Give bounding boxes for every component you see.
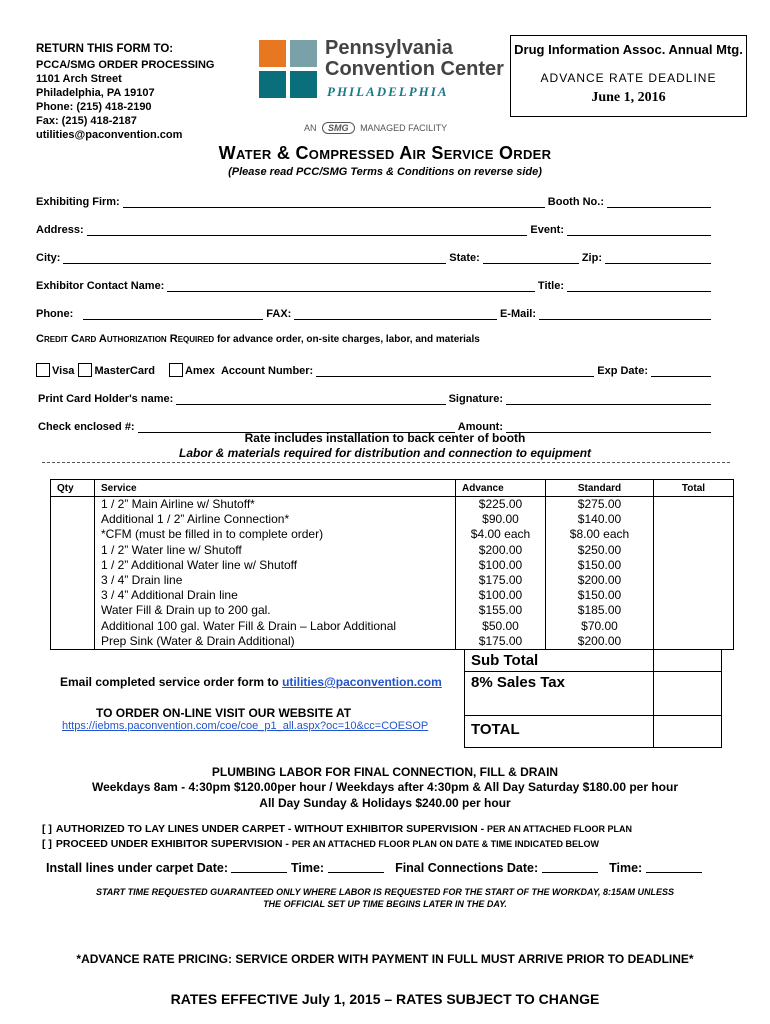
credit-heading-suffix: for advance order, on-site charges, labor, and materials <box>214 334 480 345</box>
row-phone <box>36 302 714 320</box>
table-row <box>51 634 734 650</box>
advance-cell: $4.00 each <box>456 527 546 542</box>
exhibiting-firm-label: Exhibiting Firm: <box>36 196 120 208</box>
table-row <box>51 573 734 588</box>
advance-cell: $225.00 <box>456 497 546 513</box>
row-city <box>36 246 714 264</box>
email-link[interactable]: utilities@paconvention.com <box>282 675 442 689</box>
supervision-option <box>42 838 599 850</box>
supervision-small: PER AN ATTACHED FLOOR PLAN ON DATE & TIME INDICATED BELOW <box>291 839 599 849</box>
managed-facility <box>304 122 447 134</box>
return-address <box>36 42 214 142</box>
qty-cell[interactable] <box>51 619 95 634</box>
managed-pre: AN <box>304 123 317 133</box>
visa-checkbox[interactable] <box>36 363 50 377</box>
tax-label-box <box>464 671 654 716</box>
exhibiting-firm-field[interactable] <box>123 195 545 208</box>
qty-cell[interactable] <box>51 527 95 542</box>
qty-cell[interactable] <box>51 558 95 573</box>
service-cell: Prep Sink (Water & Drain Additional) <box>95 634 456 650</box>
qty-cell[interactable] <box>51 497 95 513</box>
exp-field[interactable] <box>651 364 711 377</box>
logo-line2: Convention Center <box>325 58 504 80</box>
fax-field[interactable] <box>294 307 497 320</box>
return-email: utilities@paconvention.com <box>36 129 183 141</box>
plumbing-heading: PLUMBING LABOR FOR FINAL CONNECTION, FILL & DRAIN <box>211 765 559 779</box>
standard-cell: $140.00 <box>546 512 654 527</box>
zip-field[interactable] <box>605 251 711 264</box>
qty-cell[interactable] <box>51 512 95 527</box>
total-label: TOTAL <box>471 721 520 738</box>
fax-label: FAX: <box>266 308 292 320</box>
supervision-checkbox[interactable]: [ ] <box>42 838 52 850</box>
event-field[interactable] <box>567 223 711 236</box>
service-table <box>50 479 734 650</box>
plumbing-weekday-rates: Weekdays 8am - 4:30pm $120.00per hour / Weekdays after 4:30pm & All Day Saturday $180.00 per hour <box>91 780 679 794</box>
advance-cell: $175.00 <box>456 573 546 588</box>
advance-cell: $200.00 <box>456 543 546 558</box>
subtotal-label: Sub Total <box>471 652 539 669</box>
check-label: Check enclosed #: <box>38 421 135 433</box>
authorized-checkbox[interactable]: [ ] <box>42 823 52 835</box>
total-value-box[interactable] <box>653 715 722 748</box>
advance-pricing-note: *ADVANCE RATE PRICING: SERVICE ORDER WITH PAYMENT IN FULL MUST ARRIVE PRIOR TO DEADLINE* <box>76 952 694 966</box>
start-time-note-1: START TIME REQUESTED GUARANTEED ONLY WHERE LABOR IS REQUESTED FOR THE START OF THE WORKDAY, 8:15AM UNLESS <box>95 887 675 897</box>
final-time-field[interactable] <box>646 860 702 873</box>
table-row <box>51 543 734 558</box>
final-time-label: Time: <box>609 861 643 875</box>
standard-cell: $275.00 <box>546 497 654 513</box>
qty-cell[interactable] <box>51 634 95 650</box>
supervision-text: PROCEED UNDER EXHIBITOR SUPERVISION - <box>55 838 292 850</box>
event-label: Event: <box>530 224 564 236</box>
service-cell: 3 / 4” Drain line <box>95 573 456 588</box>
state-label: State: <box>449 252 480 264</box>
holder-field[interactable] <box>176 392 445 405</box>
total-cell[interactable] <box>654 603 734 618</box>
authorized-small: PER AN ATTACHED FLOOR PLAN <box>487 824 633 834</box>
event-name: Drug Information Assoc. Annual Mtg. <box>514 42 743 57</box>
authorized-text: AUTHORIZED TO LAY LINES UNDER CARPET - WITHOUT EXHIBITOR SUPERVISION - <box>55 823 488 835</box>
page-title: Water & Compressed Air Service Order <box>218 143 552 163</box>
city-field[interactable] <box>63 251 446 264</box>
state-field[interactable] <box>483 251 579 264</box>
table-row <box>51 512 734 527</box>
visa-label: Visa <box>52 365 75 377</box>
table-row <box>51 603 734 618</box>
credit-heading-main: Credit Card Authorization Required <box>36 333 215 345</box>
page-subtitle: (Please read PCC/SMG Terms & Conditions on reverse side) <box>228 166 542 178</box>
qty-cell[interactable] <box>51 573 95 588</box>
table-row <box>51 619 734 634</box>
qty-cell[interactable] <box>51 588 95 603</box>
logo-line1: Pennsylvania <box>325 37 453 59</box>
return-line: Philadelphia, PA 19107 <box>36 87 155 99</box>
advance-header: Advance <box>456 480 546 497</box>
advance-cell: $175.00 <box>456 634 546 650</box>
total-cell[interactable] <box>654 573 734 588</box>
divider <box>42 462 730 463</box>
service-cell: *CFM (must be filled in to complete order) <box>95 527 456 542</box>
email-label: E-Mail: <box>499 308 536 320</box>
address-label: Address: <box>36 224 84 236</box>
zip-label: Zip: <box>581 252 602 264</box>
logo-line3: PHILADELPHIA <box>327 84 449 99</box>
table-row <box>51 558 734 573</box>
total-cell[interactable] <box>654 634 734 650</box>
return-line: PCCA/SMG ORDER PROCESSING <box>36 59 215 71</box>
address-field[interactable] <box>87 223 528 236</box>
advance-cell: $100.00 <box>456 588 546 603</box>
mastercard-label: MasterCard <box>94 365 155 377</box>
standard-cell: $150.00 <box>546 588 654 603</box>
total-cell[interactable] <box>654 558 734 573</box>
return-line: Phone: (215) 418-2190 <box>36 101 152 113</box>
deadline-box <box>510 35 747 117</box>
phone-label: Phone: <box>36 308 74 320</box>
total-cell[interactable] <box>654 619 734 634</box>
rates-effective-note: RATES EFFECTIVE July 1, 2015 – RATES SUBJECT TO CHANGE <box>170 991 600 1007</box>
subtotal-value-box[interactable] <box>653 649 722 672</box>
deadline-label: ADVANCE RATE DEADLINE <box>540 71 717 85</box>
amex-checkbox[interactable] <box>169 363 183 377</box>
standard-cell: $70.00 <box>546 619 654 634</box>
standard-cell: $150.00 <box>546 558 654 573</box>
amex-label: Amex <box>184 365 215 377</box>
service-cell: Additional 1 / 2” Airline Connection* <box>95 512 456 527</box>
exp-label: Exp Date: <box>597 365 648 377</box>
account-label: Account Number: <box>220 365 314 377</box>
standard-header: Standard <box>546 480 654 497</box>
advance-cell: $155.00 <box>456 603 546 618</box>
account-field[interactable] <box>316 364 594 377</box>
table-header-row <box>51 480 734 497</box>
standard-cell: $8.00 each <box>546 527 654 542</box>
install-date-label: Install lines under carpet Date: <box>46 861 228 875</box>
service-cell: Water Fill & Drain up to 200 gal. <box>95 603 456 618</box>
total-cell[interactable] <box>654 497 734 513</box>
title-field[interactable] <box>567 279 711 292</box>
email-instruction <box>60 675 442 689</box>
pcc-logo <box>259 37 504 135</box>
standard-cell: $185.00 <box>546 603 654 618</box>
qty-cell[interactable] <box>51 603 95 618</box>
service-cell: 1 / 2” Water line w/ Shutoff <box>95 543 456 558</box>
amount-label: Amount: <box>457 421 503 433</box>
table-row <box>51 527 734 542</box>
contact-field[interactable] <box>167 279 535 292</box>
rate-note-1: Rate includes installation to back center of booth <box>244 431 526 445</box>
row-holder <box>38 387 714 405</box>
return-heading: RETURN THIS FORM TO: <box>36 43 174 55</box>
qty-cell[interactable] <box>51 543 95 558</box>
total-cell[interactable] <box>654 543 734 558</box>
pcc-logo-mark-icon <box>259 40 319 100</box>
phone-field[interactable] <box>83 307 263 320</box>
start-time-note-2: THE OFFICIAL SET UP TIME BEGINS LATER IN THE DAY. <box>263 899 507 909</box>
final-date-field[interactable] <box>542 860 598 873</box>
tax-value-box[interactable] <box>653 671 722 716</box>
total-cell[interactable] <box>654 527 734 542</box>
city-label: City: <box>36 252 61 264</box>
smg-logo: SMG <box>322 122 355 134</box>
install-time-label: Time: <box>290 861 325 875</box>
install-row <box>46 860 702 875</box>
row-contact <box>36 274 714 292</box>
return-line: 1101 Arch Street <box>36 73 122 85</box>
subtotal-label-box <box>464 649 654 672</box>
standard-cell: $200.00 <box>546 634 654 650</box>
final-date-label: Final Connections Date: <box>395 861 539 875</box>
row-firm <box>36 190 714 208</box>
total-label-box <box>464 715 654 748</box>
qty-header: Qty <box>51 480 95 497</box>
title-label: Title: <box>537 280 564 292</box>
signature-field[interactable] <box>506 392 711 405</box>
total-cell[interactable] <box>654 512 734 527</box>
service-cell: 1 / 2” Main Airline w/ Shutoff* <box>95 497 456 513</box>
return-line: Fax: (215) 418-2187 <box>36 115 137 127</box>
signature-label: Signature: <box>448 393 503 405</box>
row-address <box>36 218 714 236</box>
plumbing-holiday-rates: All Day Sunday & Holidays $240.00 per hour <box>259 796 511 810</box>
managed-post: MANAGED FACILITY <box>360 123 448 133</box>
booth-no-label: Booth No.: <box>547 196 604 208</box>
row-card <box>36 359 714 377</box>
table-row <box>51 588 734 603</box>
online-heading: TO ORDER ON-LINE VISIT OUR WEBSITE AT <box>96 706 352 720</box>
service-cell: 3 / 4” Additional Drain line <box>95 588 456 603</box>
standard-cell: $200.00 <box>546 573 654 588</box>
table-row <box>51 497 734 513</box>
service-cell: 1 / 2” Additional Water line w/ Shutoff <box>95 558 456 573</box>
advance-cell: $100.00 <box>456 558 546 573</box>
mastercard-checkbox[interactable] <box>78 363 92 377</box>
total-cell[interactable] <box>654 588 734 603</box>
authorized-option <box>42 823 632 835</box>
contact-label: Exhibitor Contact Name: <box>36 280 165 292</box>
holder-label: Print Card Holder's name: <box>38 393 174 405</box>
install-date-field[interactable] <box>231 860 287 873</box>
tax-label: 8% Sales Tax <box>471 674 565 691</box>
standard-cell: $250.00 <box>546 543 654 558</box>
service-header: Service <box>95 480 456 497</box>
total-header: Total <box>654 480 734 497</box>
deadline-date: June 1, 2016 <box>591 90 666 105</box>
online-url-link[interactable]: https://iebms.paconvention.com/coe/coe_p1_all.aspx?oc=10&cc=COESOP <box>62 720 429 732</box>
rate-note-2: Labor & materials required for distribution and connection to equipment <box>178 446 592 460</box>
booth-no-field[interactable] <box>607 195 711 208</box>
advance-cell: $50.00 <box>456 619 546 634</box>
install-time-field[interactable] <box>328 860 384 873</box>
service-cell: Additional 100 gal. Water Fill & Drain – Labor Additional <box>95 619 456 634</box>
email-field[interactable] <box>539 307 711 320</box>
credit-heading <box>36 333 480 345</box>
email-text: Email completed service order form to <box>60 675 283 689</box>
start-time-note <box>0 886 770 910</box>
advance-cell: $90.00 <box>456 512 546 527</box>
